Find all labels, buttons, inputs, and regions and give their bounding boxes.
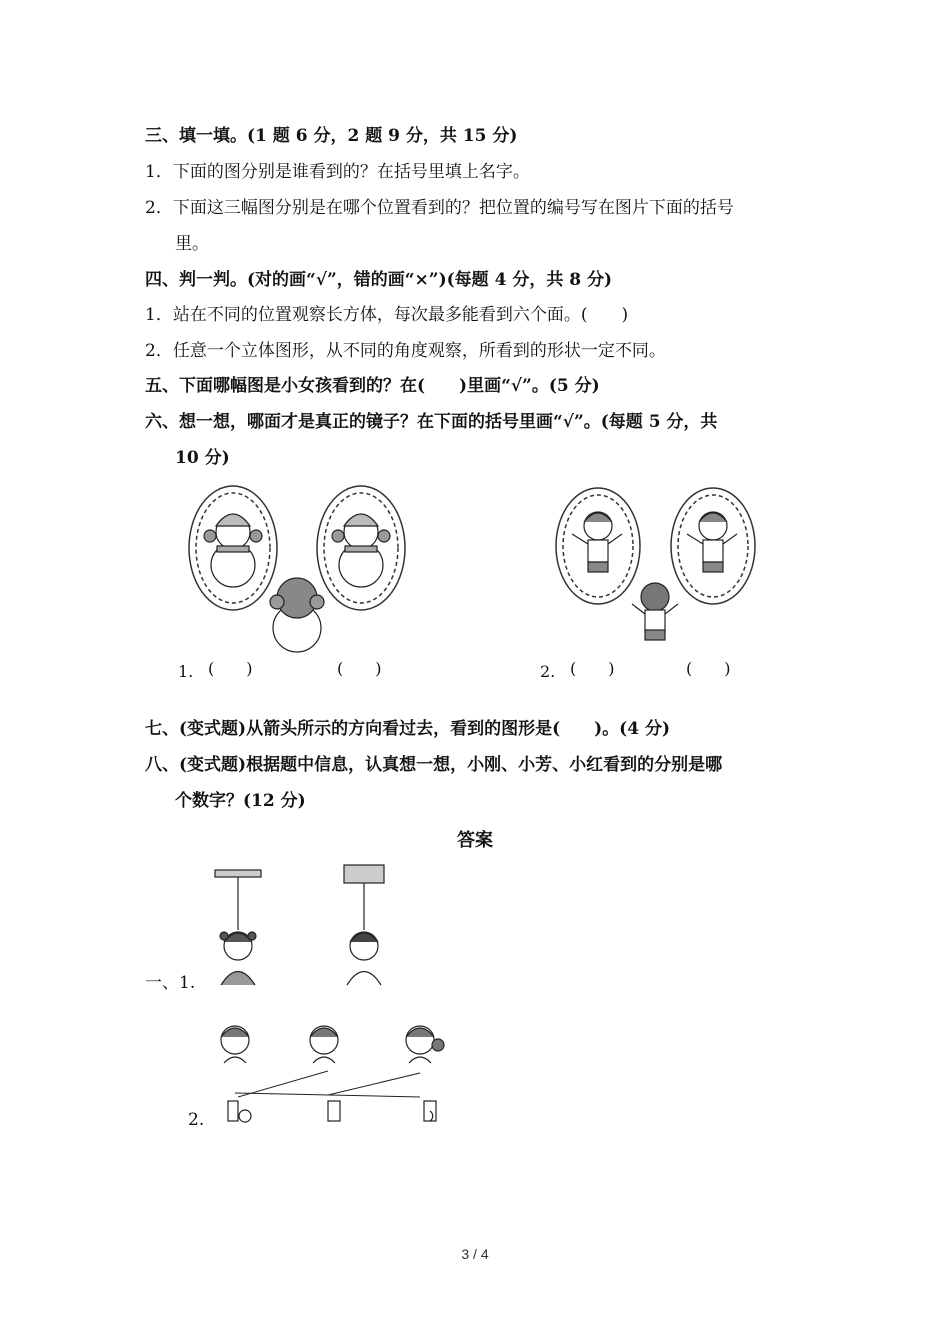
answer-2-label: 2. [188,1110,205,1130]
page-number: 3 / 4 [461,1246,489,1262]
section-4-question-2: 2．任意一个立体图形，从不同的角度观察，所看到的形状一定不同。 [145,341,666,361]
section-7-title: 七、(变式题)从箭头所示的方向看过去，看到的图形是( )。(4 分) [145,719,671,739]
answers-heading: 答案 [457,830,493,851]
answer-2-figure [210,1015,460,1130]
mirror-fig1-label: 1. [178,662,194,681]
answer-1-figure [205,860,405,990]
mirror-fig2-answer-b: ( ) [686,659,731,678]
mirror-fig2-answer-a: ( ) [570,659,615,678]
snowman-mirror-figure [185,480,415,660]
section-3-question-1: 1．下面的图分别是谁看到的？在括号里填上名字。 [145,162,530,182]
mirror-fig1-answer-a: ( ) [208,659,253,678]
section-6-title-cont: 10 分) [175,448,230,468]
section-4-title: 四、判一判。(对的画“√”，错的画“×”)(每题 4 分，共 8 分) [145,270,613,290]
section-8-title: 八、(变式题)根据题中信息，认真想一想，小刚、小芳、小红看到的分别是哪 [145,755,723,775]
section-4-question-1: 1．站在不同的位置观察长方体，每次最多能看到六个面。( ) [145,305,629,325]
answer-1-label: 一、1. [145,973,196,993]
section-5-title: 五、下面哪幅图是小女孩看到的？在( )里画“√”。(5 分) [145,376,600,396]
section-3-question-2-cont: 里。 [175,234,209,254]
mirror-fig1-answer-b: ( ) [337,659,382,678]
section-3-title: 三、填一填。(1 题 6 分，2 题 9 分，共 15 分) [145,126,518,146]
section-6-title: 六、想一想，哪面才是真正的镜子？在下面的括号里画“√”。(每题 5 分，共 [145,412,718,432]
child-mirror-figure [550,482,765,657]
section-3-question-2: 2．下面这三幅图分别是在哪个位置看到的？把位置的编号写在图片下面的括号 [145,198,734,218]
section-8-title-cont: 个数字？(12 分) [175,791,306,811]
mirror-fig2-label: 2. [540,662,556,681]
